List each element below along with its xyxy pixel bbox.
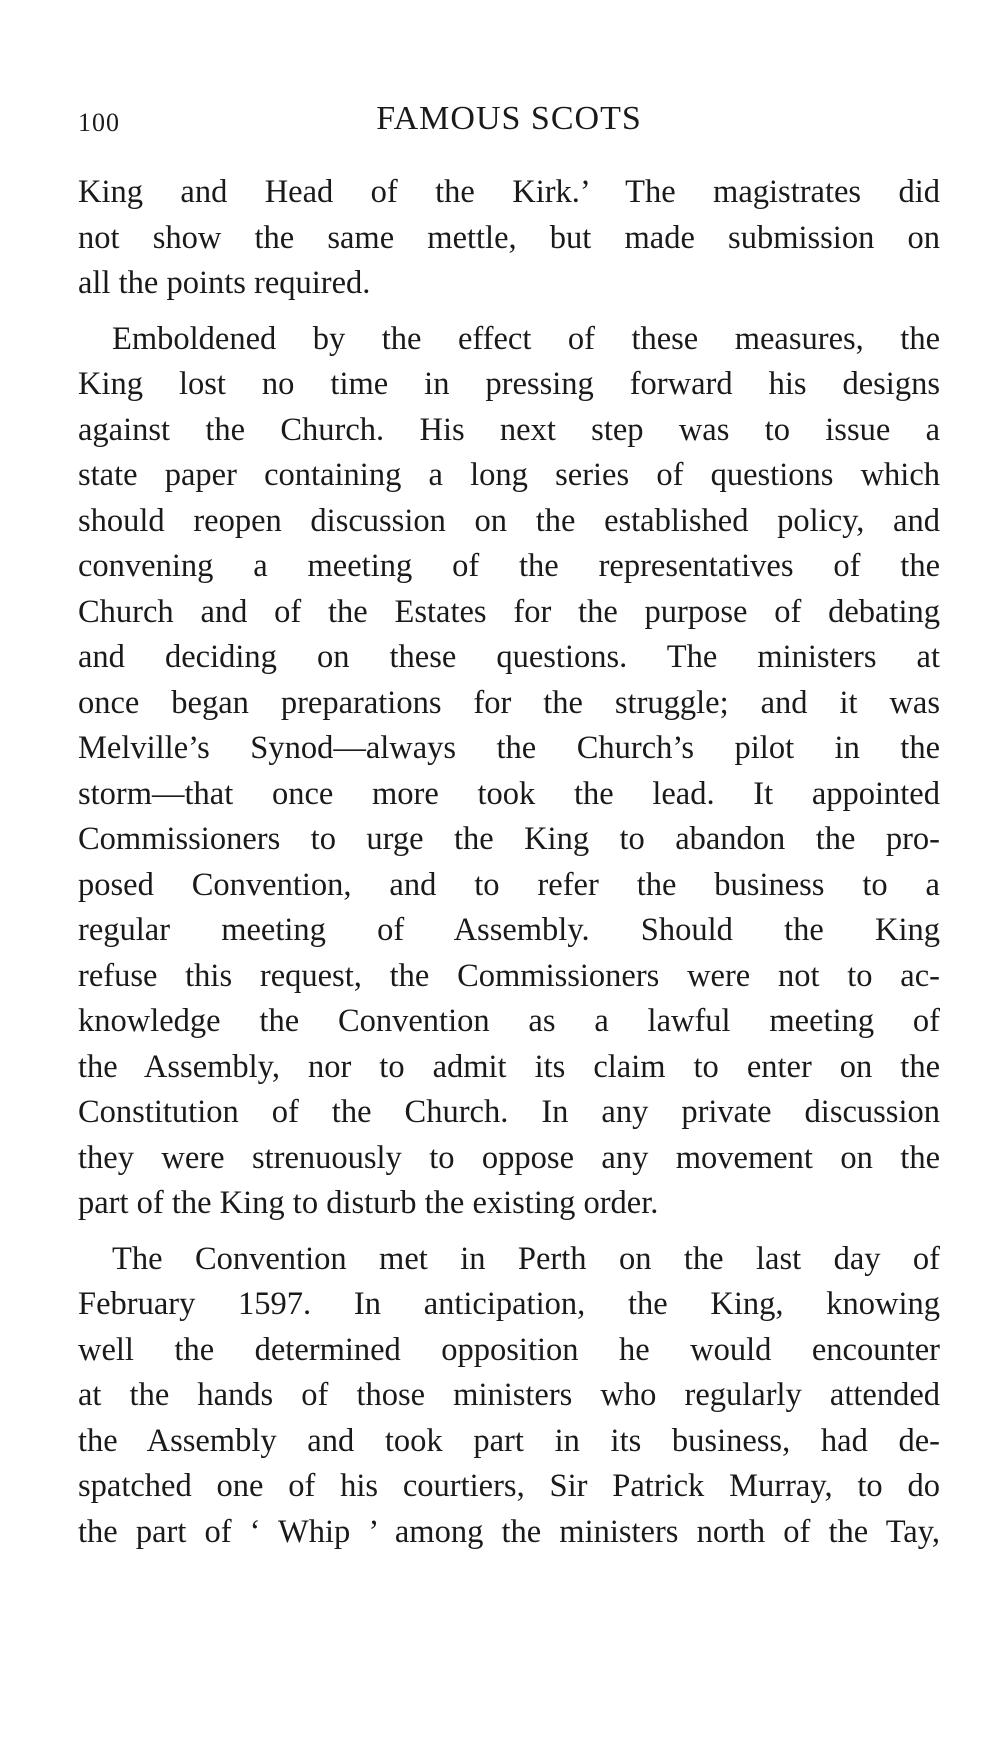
paragraph	[78, 170, 940, 307]
text-line: at the hands of those ministers who regularly attended	[78, 1377, 940, 1413]
page-number: 100	[78, 108, 120, 137]
text-line: refuse this request, the Commissioners were not to ac-	[78, 957, 940, 994]
text-line: Melville’s Synod—always the Church’s pilot in the	[78, 730, 940, 766]
text-line: regular meeting of Assembly. Should the King	[78, 912, 940, 948]
text-line: well the determined opposition he would encounter	[78, 1331, 940, 1368]
text-line: not show the same mettle, but made submission on	[78, 219, 940, 256]
text-line: Commissioners to urge the King to abandon the pro-	[78, 821, 940, 857]
text-line: storm—that once more took the lead. It appointed	[78, 775, 940, 812]
text-line: the Assembly, nor to admit its claim to enter on the	[78, 1048, 940, 1085]
book-title: FAMOUS SCOTS	[376, 100, 642, 137]
text-line: knowledge the Convention as a lawful meeting of	[78, 1003, 940, 1039]
text-line: and deciding on these questions. The ministers at	[78, 639, 940, 675]
text-line: state paper containing a long series of questions which	[78, 457, 940, 493]
text-line: once began preparations for the struggle; and it was	[78, 684, 940, 721]
text-line: they were strenuously to oppose any movement on the	[78, 1139, 940, 1176]
text-line: all the points required.	[78, 265, 371, 301]
text-line: The Convention met in Perth on the last day of	[112, 1240, 940, 1277]
running-head	[78, 100, 940, 160]
text-line: should reopen discussion on the established policy, and	[78, 502, 940, 539]
text-line: the Assembly and took part in its business, had de-	[78, 1422, 940, 1459]
text-line: posed Convention, and to refer the business to a	[78, 866, 940, 903]
text-line: against the Church. His next step was to issue a	[78, 411, 940, 448]
text-line: Church and of the Estates for the purpose of debating	[78, 593, 940, 630]
text-line: King and Head of the Kirk.’ The magistrates did	[78, 174, 940, 210]
paragraph	[78, 317, 940, 1227]
text-line: Constitution of the Church. In any private discussion	[78, 1094, 940, 1130]
text-line: Emboldened by the effect of these measures, the	[112, 320, 940, 357]
text-line: spatched one of his courtiers, Sir Patrick Murray, to do	[78, 1468, 940, 1504]
text-line: February 1597. In anticipation, the King, knowing	[78, 1286, 940, 1322]
text-line: part of the King to disturb the existing order.	[78, 1185, 659, 1221]
text-line: convening a meeting of the representatives of the	[78, 548, 940, 584]
text-line: the part of ‘ Whip ’ among the ministers north of the Tay,	[78, 1513, 940, 1550]
paragraph	[78, 1237, 940, 1556]
body-text	[78, 170, 940, 1555]
text-line: King lost no time in pressing forward his designs	[78, 366, 940, 402]
